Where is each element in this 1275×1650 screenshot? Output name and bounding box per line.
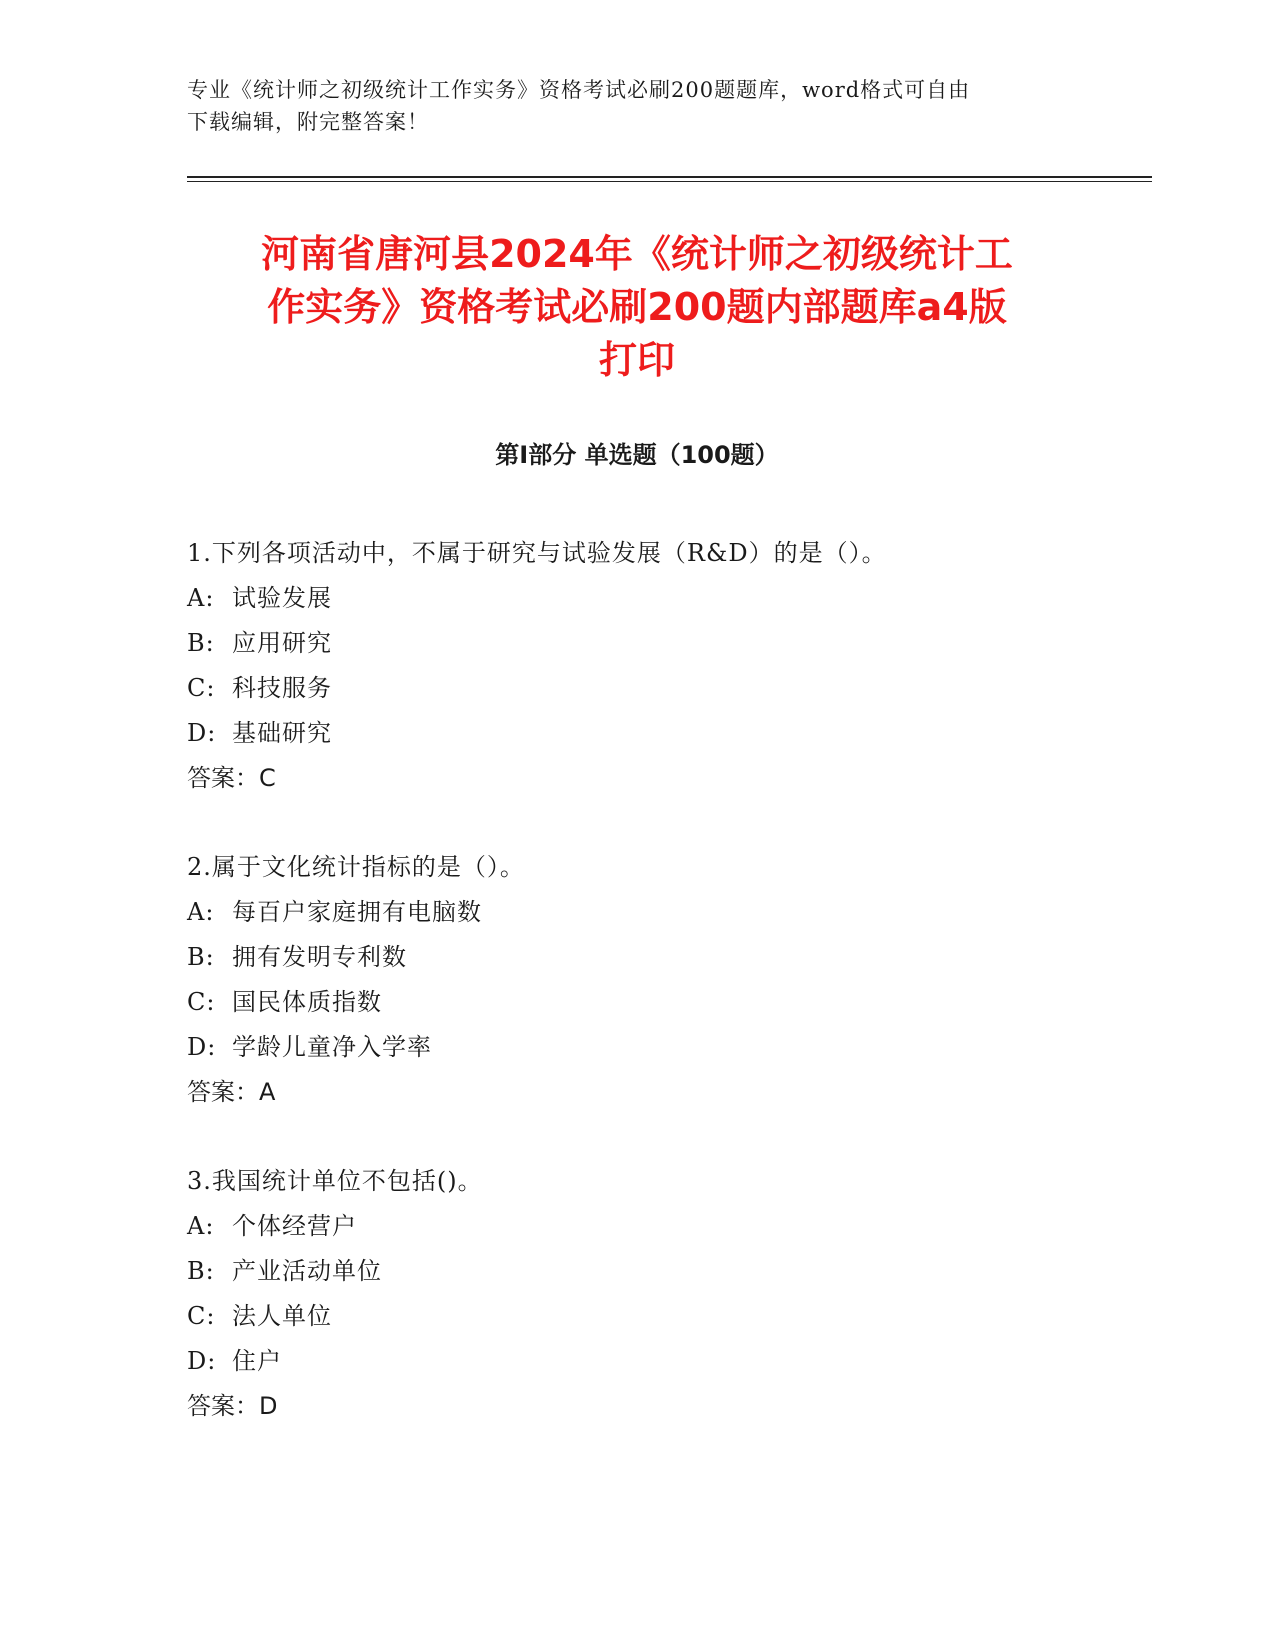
option-text: 国民体质指数 (232, 988, 382, 1016)
option-d (187, 711, 1087, 756)
title-line-1: 河南省唐河县2024年《统计师之初级统计工 (261, 232, 1013, 276)
option-text: 科技服务 (232, 674, 332, 702)
answer-text: 答案：C (187, 764, 276, 792)
option-d (187, 1339, 1087, 1384)
question-text: 3.我国统计单位不包括()。 (187, 1167, 483, 1195)
document-title (187, 228, 1087, 387)
option-text: 拥有发明专利数 (232, 943, 407, 971)
option-key: C: (187, 1302, 216, 1330)
option-c (187, 1294, 1087, 1339)
answer-text: 答案：D (187, 1392, 278, 1420)
option-a (187, 576, 1087, 621)
option-key: C: (187, 674, 216, 702)
option-key: B: (187, 629, 215, 657)
option-key: D: (187, 719, 217, 747)
title-line-3: 打印 (598, 338, 675, 382)
question-block (187, 531, 1087, 801)
option-key: C: (187, 988, 216, 1016)
option-text: 基础研究 (232, 719, 332, 747)
option-a (187, 890, 1087, 935)
answer-text: 答案：A (187, 1078, 276, 1106)
question-list (187, 531, 1087, 1473)
title-line-2: 作实务》资格考试必刷200题内部题库a4版 (267, 285, 1007, 329)
option-text: 应用研究 (232, 629, 332, 657)
intro-text (187, 74, 1087, 138)
option-key: D: (187, 1347, 217, 1375)
option-text: 法人单位 (232, 1302, 332, 1330)
option-text: 学龄儿童净入学率 (232, 1033, 432, 1061)
option-key: B: (187, 943, 215, 971)
option-c (187, 980, 1087, 1025)
header-divider-thin (187, 181, 1152, 182)
option-key: D: (187, 1033, 217, 1061)
question-text: 1.下列各项活动中，不属于研究与试验发展（R&D）的是（）。 (187, 539, 887, 567)
question-block (187, 845, 1087, 1115)
option-c (187, 666, 1087, 711)
option-b (187, 935, 1087, 980)
question-block (187, 1159, 1087, 1429)
option-key: A: (187, 584, 215, 612)
intro-line-2: 下载编辑，附完整答案！ (187, 110, 429, 134)
intro-line-1: 专业《统计师之初级统计工作实务》资格考试必刷200题题库，word格式可自由 (187, 78, 971, 102)
option-text: 试验发展 (232, 584, 332, 612)
option-text: 个体经营户 (232, 1212, 357, 1240)
question-text: 2.属于文化统计指标的是（）。 (187, 853, 525, 881)
section-title: 第Ⅰ部分 单选题（100题） (495, 441, 779, 469)
header-divider-thick (187, 176, 1152, 178)
option-text: 每百户家庭拥有电脑数 (232, 898, 482, 926)
option-key: B: (187, 1257, 215, 1285)
option-text: 住户 (232, 1347, 282, 1375)
option-key: A: (187, 1212, 215, 1240)
option-b (187, 621, 1087, 666)
option-a (187, 1204, 1087, 1249)
option-d (187, 1025, 1087, 1070)
option-b (187, 1249, 1087, 1294)
option-text: 产业活动单位 (232, 1257, 382, 1285)
option-key: A: (187, 898, 215, 926)
